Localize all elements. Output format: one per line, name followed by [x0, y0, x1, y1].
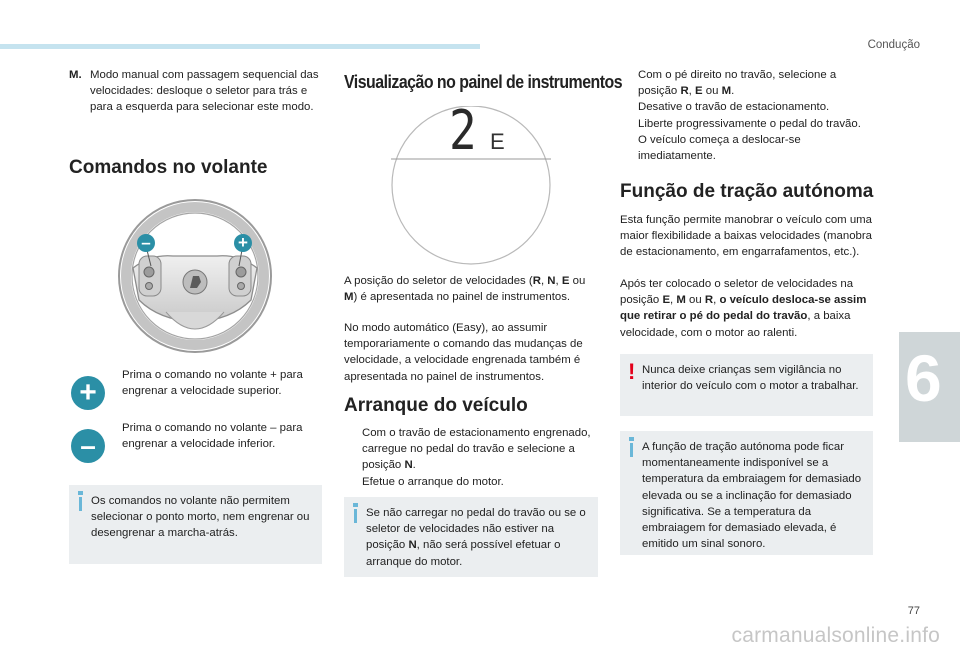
steering-wheel-illustration: [111, 196, 279, 356]
text-run: E: [695, 85, 703, 98]
text-run: R: [532, 275, 541, 287]
gear-indicator: 2: [449, 99, 477, 162]
chapter-number: 6: [905, 341, 942, 415]
text-run: Se não carregar no pedal do travão ou se o seletor de velocidades não estiver na posição: [366, 507, 586, 552]
text-run: R: [704, 294, 714, 307]
start-heading: Arranque do veículo: [344, 395, 528, 416]
watermark: carmanualsonline.info: [731, 624, 940, 647]
step-item: [344, 474, 598, 490]
text-run: ,: [540, 275, 548, 287]
text-run: ,: [670, 294, 677, 307]
text-run: Com o travão de estacionamento engrenado, carregue no pedal do travão e selecione a posição: [362, 427, 591, 472]
text-run: Com o pé direito no travão, selecione a posição: [638, 69, 837, 98]
text-run: N: [547, 275, 556, 287]
mode-indicator: E: [490, 129, 505, 154]
text-run: R: [680, 85, 689, 98]
text-run: N: [408, 539, 417, 552]
info-text: A função de tração autónoma pode ficar momentaneamente indisponível se a temperatura da embraiagem for demasiado elevada ou se a inclinação for demasiado significativa. Se a temperatura da embraiagem for demasiado elevada, é emitido um sinal sonoro.: [642, 441, 862, 551]
traction-heading: Função de tração autónoma: [620, 181, 874, 202]
text-run: ou: [569, 275, 586, 287]
text-run: ,: [555, 275, 562, 287]
item-m-key: M.: [69, 69, 82, 81]
step-text: Efetue o arranque do motor.: [362, 475, 504, 488]
info-icon: [78, 491, 83, 495]
plus-icon: +: [234, 234, 252, 252]
plus-instruction: Prima o comando no volante + para engrenar a velocidade superior.: [122, 369, 303, 398]
bullet-arrow-icon: [620, 116, 638, 165]
text-run: M: [676, 294, 686, 307]
step-item: [620, 99, 872, 115]
step-item: [344, 425, 598, 474]
minus-icon: –: [71, 429, 105, 463]
text-run: M: [721, 85, 732, 98]
step-text: Liberte progressivamente o pedal do travão. O veículo começa a deslocar-se imediatamente.: [638, 117, 861, 162]
text-run: A posição do seletor de velocidades (: [344, 275, 533, 287]
step-text: [638, 67, 872, 99]
display-paragraph-2: No modo automático (Easy), ao assumir temporariamente o comando das mudanças de velocidade, a velocidade engrenada também é apresentada no painel de instrumentos.: [344, 322, 583, 383]
item-m: [69, 67, 319, 116]
drive-steps: [620, 67, 872, 164]
step-text: [362, 425, 598, 474]
traction-paragraph-2: [620, 276, 874, 341]
text-run: o veículo desloca-se assim que retirar o pé do pedal do travão: [620, 294, 867, 323]
info-icon: [353, 503, 358, 507]
steering-heading: Comandos no volante: [69, 157, 268, 178]
text-run: N: [404, 459, 413, 472]
item-m-text: Modo manual com passagem sequencial das velocidades: desloque o seletor para trás e para a esquerda para selecionar este modo.: [90, 69, 319, 114]
text-run: Após ter colocado o seletor de velocidades na posição: [620, 278, 854, 307]
info-icon-bar: [354, 509, 357, 523]
info-box-traction: [620, 431, 873, 555]
text-run: E: [662, 294, 671, 307]
bullet-arrow-icon: [344, 425, 362, 474]
info-box-steering: [69, 485, 322, 564]
text-run: , não será possível efetuar o arranque do motor.: [366, 539, 561, 568]
text-run: , a baixa velocidade, com o motor ao ralenti.: [620, 310, 851, 339]
display-paragraph-1: [344, 273, 600, 305]
info-icon: [629, 437, 634, 441]
minus-instruction: Prima o comando no volante – para engrenar a velocidade inferior.: [122, 422, 303, 451]
info-text: [366, 505, 588, 570]
traction-paragraph-1: Esta função permite manobrar o veículo com uma maior flexibilidade a baixas velocidades (manobra de estacionamento, em engarrafamentos, etc.).: [620, 214, 872, 259]
text-run: M: [344, 291, 354, 304]
step-item: [620, 67, 872, 99]
text-run: .: [731, 85, 735, 98]
info-text: Os comandos no volante não permitem selecionar o ponto morto, nem engrenar ou desengrenar a marcha-atrás.: [91, 495, 310, 540]
text-run: ,: [713, 294, 720, 307]
text-run: .: [412, 459, 416, 472]
warning-box: [620, 354, 873, 416]
text-run: ,: [688, 85, 696, 98]
bullet-arrow-icon: [344, 474, 362, 490]
text-run: ou: [685, 294, 705, 307]
plus-icon: +: [71, 376, 105, 410]
text-run: ) é apresentada no painel de instrumentos.: [353, 291, 571, 304]
header-accent-bar: [0, 44, 480, 49]
minus-icon: –: [137, 234, 155, 252]
instrument-panel-heading: Visualização no painel de instrumentos: [344, 71, 623, 92]
info-icon-bar: [79, 497, 82, 511]
text-run: E: [561, 275, 570, 287]
warning-text: Nunca deixe crianças sem vigilância no interior do veículo com o motor a trabalhar.: [642, 364, 859, 393]
text-run: ou: [702, 85, 722, 98]
bullet-arrow-icon: [620, 99, 638, 115]
section-title: Condução: [867, 39, 920, 51]
step-text: Desative o travão de estacionamento.: [638, 101, 830, 114]
step-item: [620, 116, 872, 165]
info-box-start: [344, 497, 598, 577]
info-icon-bar: [630, 443, 633, 457]
bullet-arrow-icon: [620, 67, 638, 99]
start-steps: [344, 425, 598, 490]
warning-icon: !: [628, 359, 636, 384]
page-number: 77: [907, 605, 920, 617]
